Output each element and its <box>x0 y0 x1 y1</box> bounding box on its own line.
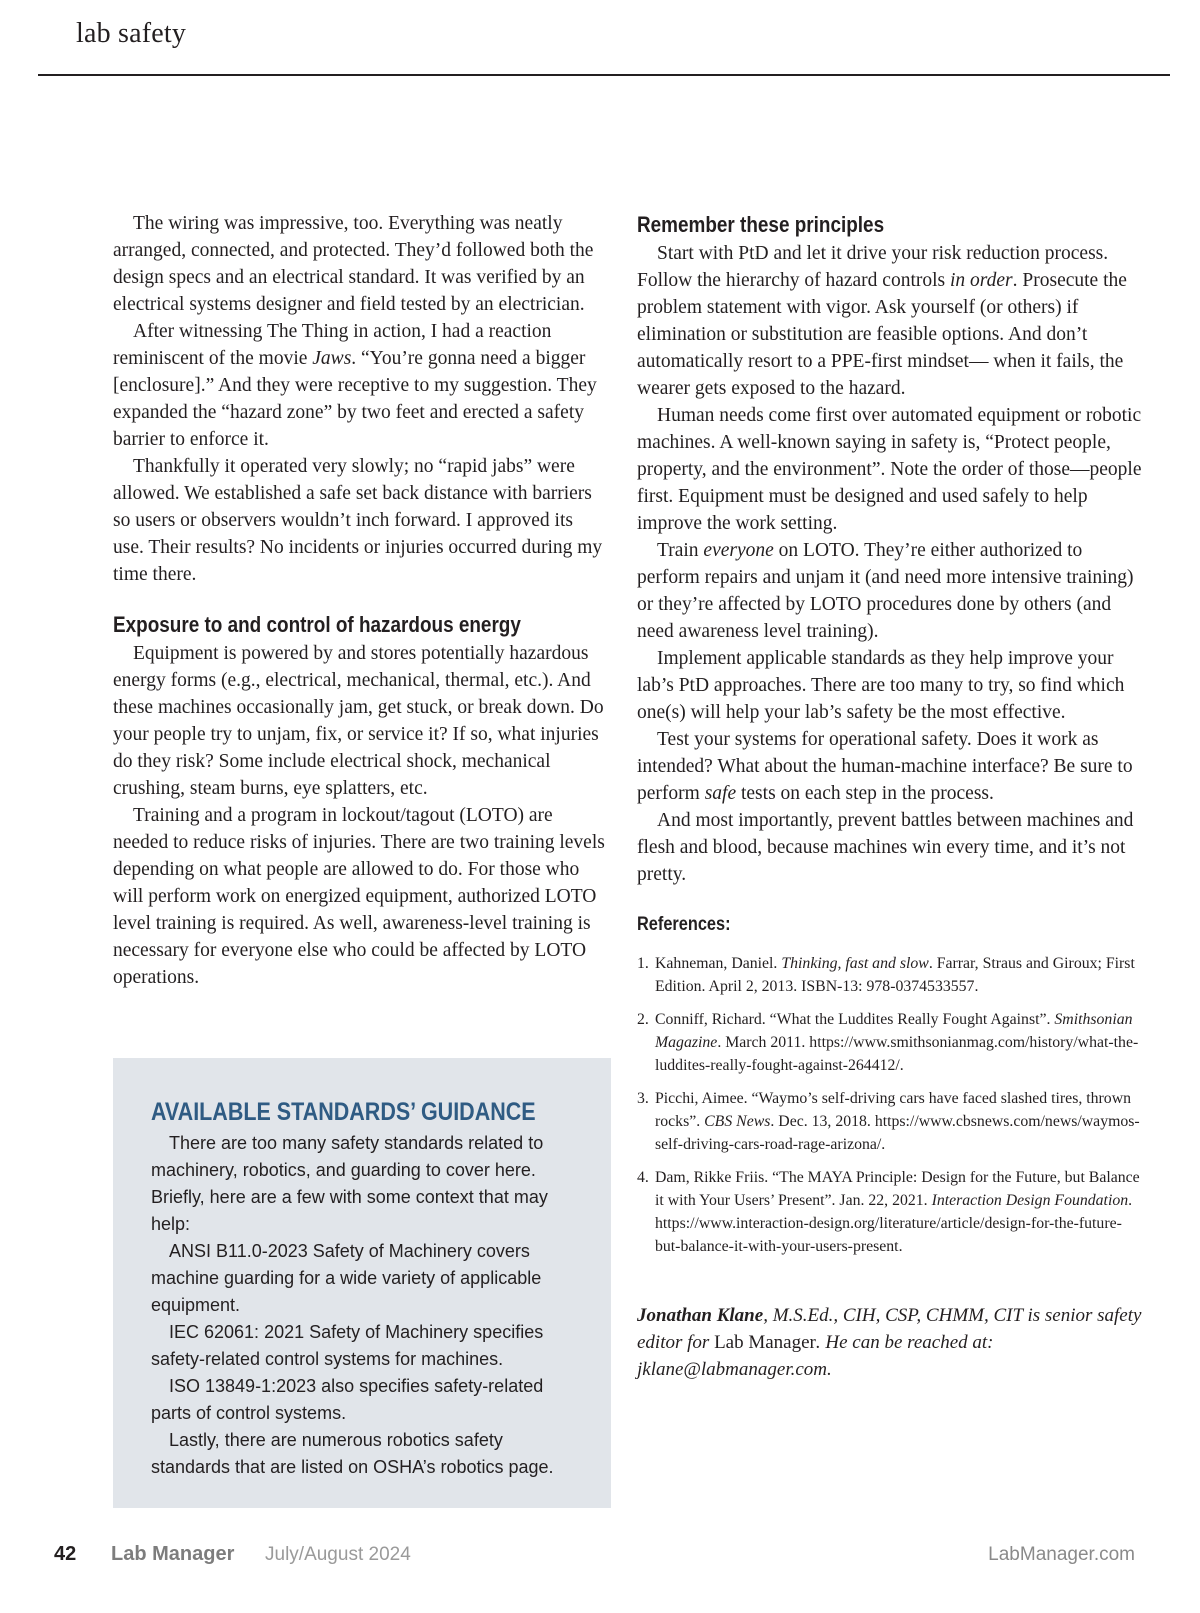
paragraph-text: on LOTO. They’re either authorized to perform repairs and unjam it (and need more intensive training) or they’re affected by LOTO procedures done by others (and need awareness level training). <box>637 540 1134 642</box>
paragraph-text: . Prosecute the problem statement with vigor. Ask yourself (or others) if elimination or substitution are feasible options. And don’t automatically resort to a PPE-first mindset— when it fails, the wearer gets exposed to the hazard. <box>637 270 1127 399</box>
reference-number: 2. <box>637 1011 649 1028</box>
paragraph: Implement applicable standards as they help improve your lab’s PtD approaches. There are too many to try, so find which one(s) will help your lab’s safety be the most effective. <box>637 648 1125 723</box>
paragraph-text: Test your systems for operational safety. Does it work as intended? What about the human-machine interface? Be sure to perform <box>637 729 1133 804</box>
reference-text: . Farrar, Straus and Giroux; First Edition. April 2, 2013. ISBN-13: 978-0374533557. <box>655 955 1135 995</box>
references-list <box>637 952 1142 1258</box>
reference-text: Conniff, Richard. “What the Luddites Really Fought Against”. <box>655 1011 1055 1028</box>
page-number: 42 <box>54 1543 77 1565</box>
bio-text: . He can be reached at: jklane@labmanager.com. <box>637 1332 994 1380</box>
reference-number: 1. <box>637 955 649 972</box>
references-heading: References: <box>637 914 731 935</box>
right-column <box>637 210 1142 1402</box>
paragraph: Human needs come first over automated equipment or robotic machines. A well-known saying in safety is, “Protect people, property, and the environment”. Note the order of those—people first. Equipment must be designed and used safely to help improve the work setting. <box>637 405 1142 534</box>
standards-sidebar <box>113 1058 611 1508</box>
reference-text: . Dec. 13, 2018. https://www.cbsnews.com/news/waymos-self-driving-cars-road-rage-arizona/. <box>655 1113 1140 1153</box>
section-label: lab safety <box>76 18 187 49</box>
paragraph-text: Train <box>657 540 704 561</box>
left-column <box>113 210 608 991</box>
sidebar-paragraph: IEC 62061: 2021 Safety of Machinery specifies safety-related control systems for machines. <box>151 1322 544 1369</box>
reference-item <box>637 1008 1142 1077</box>
reference-number: 3. <box>637 1090 649 1107</box>
sidebar-paragraph: ISO 13849-1:2023 also specifies safety-related parts of control systems. <box>151 1376 544 1423</box>
paragraph <box>113 318 608 453</box>
bio-text: , M.S.Ed., CIH, CSP, CHMM, CIT is senior safety editor for <box>637 1305 1142 1353</box>
sidebar-paragraph: Lastly, there are numerous robotics safety standards that are listed on OSHA’s robotics page. <box>151 1430 554 1477</box>
sidebar-paragraph: ANSI B11.0-2023 Safety of Machinery covers machine guarding for a wide variety of applicable equipment. <box>151 1241 542 1315</box>
reference-title: Smithsonian Magazine <box>655 1011 1133 1051</box>
paragraph-text: After witnessing The Thing in action, I had a reaction reminiscent of the movie <box>113 321 552 369</box>
reference-number: 4. <box>637 1169 649 1186</box>
section-heading-exposure: Exposure to and control of hazardous energy <box>113 612 521 637</box>
author-name: Jonathan Klane <box>637 1305 764 1326</box>
paragraph <box>637 537 1142 645</box>
emphasis: everyone <box>703 540 774 561</box>
section-heading-principles: Remember these principles <box>637 212 885 237</box>
paragraph <box>637 726 1142 807</box>
movie-title: Jaws <box>312 348 352 369</box>
page-footer <box>0 1543 1200 1579</box>
reference-text: . https://www.interaction-design.org/literature/article/design-for-the-future-but-balance-it-with-your-users-present. <box>655 1192 1133 1255</box>
sidebar-title: AVAILABLE STANDARDS’ GUIDANCE <box>151 1098 536 1126</box>
reference-item <box>637 1166 1142 1258</box>
reference-title: Thinking, fast and slow <box>781 955 929 972</box>
emphasis: safe <box>704 783 737 804</box>
footer-website: LabManager.com <box>988 1544 1135 1565</box>
paragraph: Thankfully it operated very slowly; no “rapid jabs” were allowed. We established a safe set back distance with barriers so users or observers wouldn’t inch forward. I approved its use. Their results? No incidents or injuries occurred during my time there. <box>113 456 603 585</box>
paragraph <box>637 240 1142 402</box>
header-rule <box>38 74 1170 76</box>
reference-text: . March 2011. https://www.smithsonianmag.com/history/what-the-luddites-really-fought-against-264412/. <box>655 1034 1139 1074</box>
reference-item <box>637 952 1142 998</box>
reference-text: Kahneman, Daniel. <box>655 955 782 972</box>
paragraph-text: tests on each step in the process. <box>736 783 994 804</box>
paragraph-text: Start with PtD and let it drive your risk reduction process. Follow the hierarchy of hazard controls <box>637 243 1109 291</box>
author-bio <box>637 1302 1142 1383</box>
emphasis: in order <box>949 270 1013 291</box>
reference-title: Interaction Design Foundation <box>931 1192 1129 1209</box>
reference-title: CBS News <box>704 1113 771 1130</box>
paragraph: Training and a program in lockout/tagout (LOTO) are needed to reduce risks of injuries. There are two training levels depending on what people are allowed to do. For those who will perform work on energized equipment, authorized LOTO level training is required. As well, awareness-level training is necessary for everyone else who could be affected by LOTO operations. <box>113 805 605 988</box>
bio-magazine: Lab Manager <box>714 1332 816 1353</box>
footer-issue: July/August 2024 <box>265 1544 411 1565</box>
paragraph: Equipment is powered by and stores potentially hazardous energy forms (e.g., electrical, mechanical, thermal, etc.). And these machines occasionally jam, get stuck, or break down. Do your people try to unjam, fix, or service it? If so, what injuries do they risk? Some include electrical shock, mechanical crushing, steam burns, eye splatters, etc. <box>113 643 604 799</box>
footer-brand: Lab Manager <box>111 1543 235 1565</box>
paragraph: The wiring was impressive, too. Everything was neatly arranged, connected, and protected. They’d followed both the design specs and an electrical standard. It was verified by an electrical systems designer and field tested by an electrician. <box>113 213 594 315</box>
paragraph-text: . “You’re gonna need a bigger [enclosure].” And they were receptive to my suggestion. They expanded the “hazard zone” by two feet and erected a safety barrier to enforce it. <box>113 348 597 450</box>
paragraph: And most importantly, prevent battles between machines and flesh and blood, because machines win every time, and it’s not pretty. <box>637 810 1134 885</box>
sidebar-paragraph: There are too many safety standards related to machinery, robotics, and guarding to cover here. Briefly, here are a few with some context that may help: <box>151 1133 548 1234</box>
reference-item <box>637 1087 1142 1156</box>
reference-text: Dam, Rikke Friis. “The MAYA Principle: Design for the Future, but Balance it with Your Users’ Present”. Jan. 22, 2021. <box>655 1169 1140 1209</box>
reference-text: Picchi, Aimee. “Waymo’s self-driving cars have faced slashed tires, thrown rocks”. <box>655 1090 1131 1130</box>
